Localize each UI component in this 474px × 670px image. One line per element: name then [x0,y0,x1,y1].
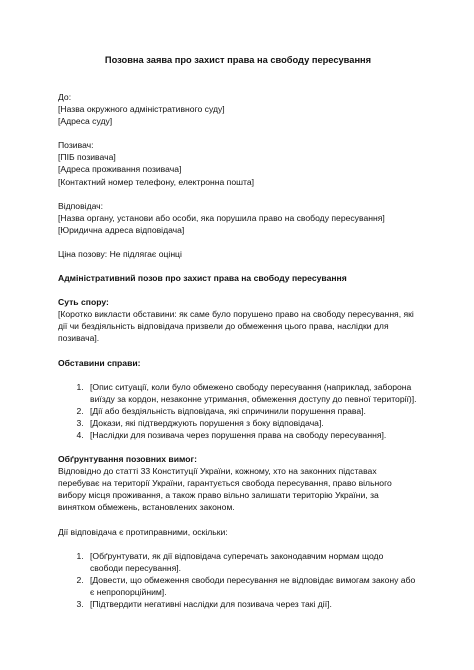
claim-heading: Адміністративний позов про захист права на свободу пересування [58,273,347,284]
claim-price: Ціна позову: Не підлягає оцінці [58,248,182,259]
list-item: 3. [Підтвердити негативні наслідки для позивача через такі дії]. [86,598,418,610]
grounds-heading: Обґрунтування позовних вимог: [58,454,197,465]
circumstances-heading: Обставини справи: [58,357,141,368]
document-title: Позовна заява про захист права на свободу пересування [104,55,372,65]
essence-heading: Суть спору: [58,297,109,308]
court-name: [Назва окружного адміністративного суду] [58,104,225,115]
list-item: 2. [Довести, що обмеження свободи пересування не відповідає вимогам закону або є непропорційним]. [86,574,418,598]
list-item: 3. [Докази, які підтверджують порушення з боку відповідача]. [86,417,418,429]
document-page [58,54,418,622]
defendant-address: [Юридична адреса відповідача] [58,224,185,235]
plaintiff-block [58,139,418,187]
list-item: 2. [Дії або бездіяльність відповідача, які спричинили порушення права]. [86,405,418,417]
list-item: 1. [Опис ситуації, коли було обмежено свободу пересування (наприклад, заборона виїзду за кордон, незаконне утримання, обмеження доступу до певної території)]. [86,381,418,405]
plaintiff-address: [Адреса проживання позивача] [58,164,182,175]
essence-text: [Коротко викласти обставини: як саме було порушено право на свободу пересування, які дії чи бездіяльність відповідача призвели до обмеження цього права, наслідки для позивача]. [58,309,414,344]
defendant-block [58,200,418,236]
grounds-list [58,550,418,610]
addressee-label: До: [58,92,72,102]
list-item: 1. [Обґрунтувати, як дії відповідача суперечать законодавчим нормам щодо свободи пересування]. [86,550,418,574]
plaintiff-contacts: [Контактний номер телефону, електронна пошта] [58,176,255,187]
defendant-label: Відповідач: [58,200,104,211]
list-item: 4. [Наслідки для позивача через порушення права на свободу пересування]. [86,429,418,441]
circumstances-list [58,381,418,441]
plaintiff-name: [ПІБ позивача] [58,152,116,163]
court-address: [Адреса суду] [58,116,113,127]
grounds-text: Відповідно до статті 33 Конституції України, кожному, хто на законних підставах перебуває на території України, гарантується свобода пересування, право вільного вибору місця проживання, а також право вільно залишати територію України, за винятком обмежень, встановлених законом. [58,466,392,513]
addressee-block [58,91,418,127]
grounds-intro: Дії відповідача є протиправними, оскільки: [58,526,228,537]
defendant-name: [Назва органу, установи або особи, яка порушила право на свободу пересування] [58,212,385,223]
plaintiff-label: Позивач: [58,140,94,151]
